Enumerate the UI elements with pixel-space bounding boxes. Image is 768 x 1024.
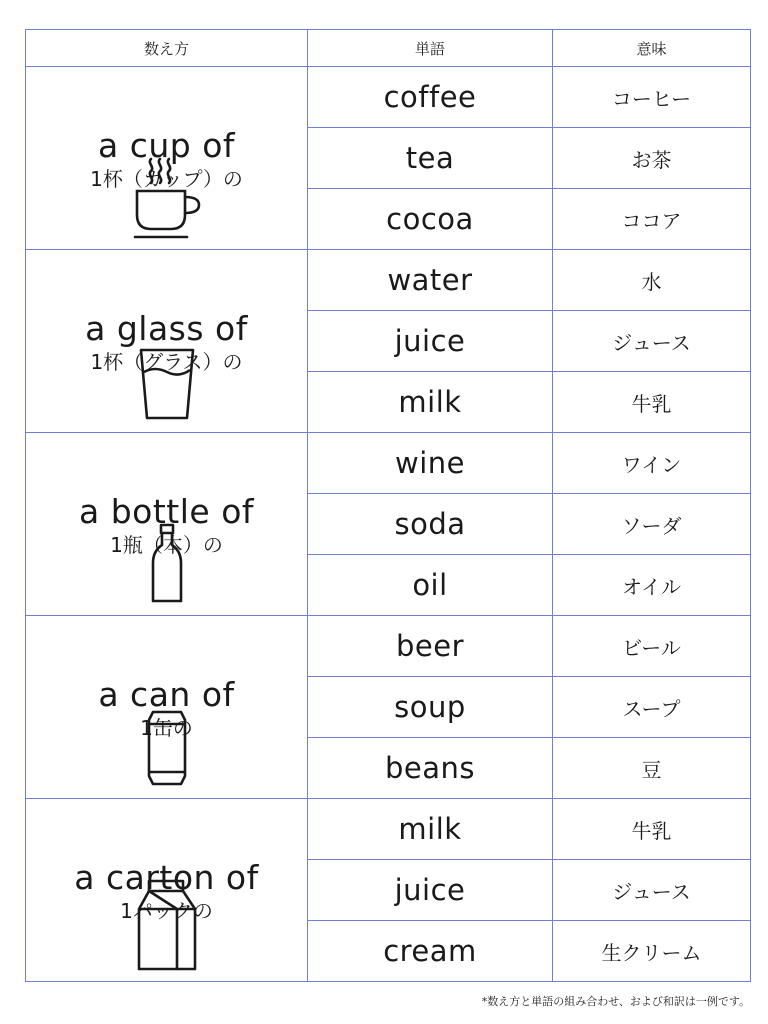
word-cell: oil — [308, 555, 553, 616]
meaning-cell: 牛乳 — [553, 799, 751, 860]
word-cell: beans — [308, 738, 553, 799]
table-header-row — [26, 30, 751, 67]
meaning-cell: 牛乳 — [553, 372, 751, 433]
carton-icon — [135, 879, 199, 971]
meaning-cell: ジュース — [553, 311, 751, 372]
word-cell: juice — [308, 311, 553, 372]
unit-japanese: 1杯（グラス）の — [90, 350, 243, 374]
counting-units-table — [25, 29, 751, 982]
word-cell: tea — [308, 128, 553, 189]
header-unit: 数え方 — [26, 30, 308, 67]
meaning-cell: ビール — [553, 616, 751, 677]
unit-cell-cup — [26, 67, 308, 250]
word-cell: soda — [308, 494, 553, 555]
meaning-cell: 豆 — [553, 738, 751, 799]
header-word: 単語 — [308, 30, 553, 67]
unit-english: a can of — [98, 675, 235, 714]
word-cell: juice — [308, 860, 553, 921]
unit-japanese: 1パックの — [120, 899, 213, 923]
meaning-cell: 水 — [553, 250, 751, 311]
word-cell: milk — [308, 372, 553, 433]
word-cell: wine — [308, 433, 553, 494]
footnote: *数え方と単語の組み合わせ、および和訳は一例です。 — [481, 995, 750, 1008]
table-row — [26, 250, 751, 311]
unit-cell-glass — [26, 250, 308, 433]
word-cell: milk — [308, 799, 553, 860]
unit-english: a carton of — [74, 858, 259, 897]
word-cell: soup — [308, 677, 553, 738]
meaning-cell: ココア — [553, 189, 751, 250]
glass-icon — [135, 346, 199, 422]
bottle-icon — [147, 523, 187, 605]
meaning-cell: ソーダ — [553, 494, 751, 555]
table-row — [26, 433, 751, 494]
meaning-cell: ワイン — [553, 433, 751, 494]
unit-english: a cup of — [97, 126, 235, 165]
word-cell: cocoa — [308, 189, 553, 250]
unit-english: a glass of — [85, 309, 248, 348]
meaning-cell: スープ — [553, 677, 751, 738]
unit-cell-can — [26, 616, 308, 799]
can-icon — [145, 708, 189, 788]
table-row — [26, 67, 751, 128]
word-cell: water — [308, 250, 553, 311]
meaning-cell: コーヒー — [553, 67, 751, 128]
coffee-cup-icon — [127, 153, 207, 239]
table-row — [26, 799, 751, 860]
table-row — [26, 616, 751, 677]
unit-japanese: 1缶の — [140, 716, 193, 740]
header-meaning: 意味 — [553, 30, 751, 67]
unit-cell-bottle — [26, 433, 308, 616]
unit-cell-carton — [26, 799, 308, 982]
meaning-cell: 生クリーム — [553, 921, 751, 982]
meaning-cell: ジュース — [553, 860, 751, 921]
unit-japanese: 1杯（カップ）の — [90, 167, 243, 191]
word-cell: coffee — [308, 67, 553, 128]
meaning-cell: オイル — [553, 555, 751, 616]
unit-japanese: 1瓶（本）の — [110, 533, 223, 557]
word-cell: beer — [308, 616, 553, 677]
meaning-cell: お茶 — [553, 128, 751, 189]
word-cell: cream — [308, 921, 553, 982]
unit-english: a bottle of — [79, 492, 254, 531]
